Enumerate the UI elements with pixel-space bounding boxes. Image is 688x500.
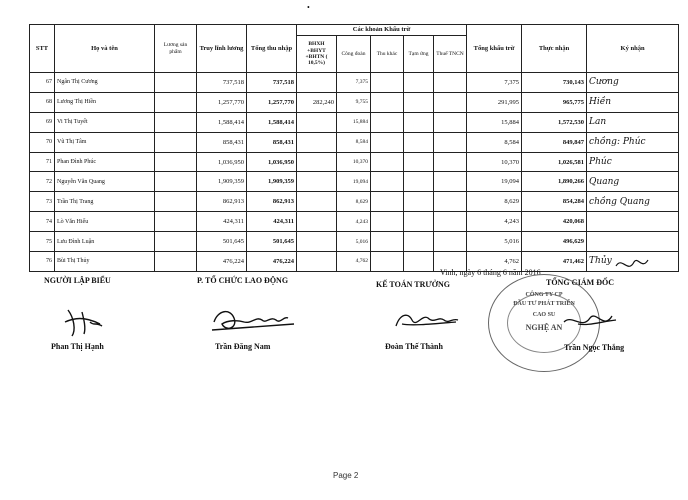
row-tong-khau-tru: 4,243 (467, 212, 522, 232)
row-luong-san-pham (155, 73, 197, 93)
row-stt: 69 (30, 112, 55, 132)
row-tong-khau-tru: 10,370 (467, 152, 522, 172)
col-thu-khac: Thu khác (371, 36, 404, 73)
row-tong-khau-tru: 8,629 (467, 192, 522, 212)
row-tam-ung (404, 252, 434, 272)
table-row (30, 212, 679, 232)
row-thue-tncn (434, 132, 467, 152)
row-thuc-nhan: 1,026,581 (522, 152, 587, 172)
row-stt: 75 (30, 232, 55, 252)
row-tong-thu-nhap: 1,036,950 (247, 152, 297, 172)
col-thuc-nhan: Thực nhận (522, 25, 587, 73)
row-ky-nhan: chồng: Phúc (587, 132, 679, 152)
signature-doan-the-thanh (392, 304, 462, 334)
ke-toan-title: KẾ TOÁN TRƯỞNG (376, 280, 450, 289)
row-luong-san-pham (155, 152, 197, 172)
row-bhxh (297, 192, 337, 212)
col-thue-tncn: Thuế TNCN (434, 36, 467, 73)
col-group-khau-tru: Các khoản Khấu trừ (297, 25, 467, 36)
row-ky-nhan: chồng Quang (587, 192, 679, 212)
row-tong-khau-tru: 15,884 (467, 112, 522, 132)
row-thu-khac (371, 232, 404, 252)
row-thu-khac (371, 212, 404, 232)
row-name: Ngân Thị Cương (55, 73, 155, 93)
row-bhxh (297, 232, 337, 252)
row-tam-ung (404, 232, 434, 252)
row-luong-san-pham (155, 192, 197, 212)
row-thuc-nhan: 965,775 (522, 92, 587, 112)
row-truy-linh-luong: 501,645 (197, 232, 247, 252)
col-bhxh: BHXH +BHYT +BHTN ( 10,5%) (297, 36, 337, 73)
row-bhxh (297, 212, 337, 232)
row-thu-khac (371, 252, 404, 272)
row-truy-linh-luong: 1,588,414 (197, 112, 247, 132)
col-tong-thu-nhap: Tổng thu nhập (247, 25, 297, 73)
row-tong-khau-tru: 8,584 (467, 132, 522, 152)
row-tong-thu-nhap: 1,257,770 (247, 92, 297, 112)
row-stt: 68 (30, 92, 55, 112)
table-body (30, 73, 679, 272)
row-truy-linh-luong: 1,036,950 (197, 152, 247, 172)
row-tam-ung (404, 112, 434, 132)
row-tong-thu-nhap: 476,224 (247, 252, 297, 272)
row-ky-nhan: Cương (587, 73, 679, 93)
row-cong-doan: 4,762 (337, 252, 371, 272)
table-row (30, 112, 679, 132)
row-cong-doan: 10,370 (337, 152, 371, 172)
row-tam-ung (404, 152, 434, 172)
row-thuc-nhan: 471,462 (522, 252, 587, 272)
row-cong-doan: 19,094 (337, 172, 371, 192)
table-row (30, 192, 679, 212)
row-tam-ung (404, 73, 434, 93)
row-luong-san-pham (155, 92, 197, 112)
row-truy-linh-luong: 858,431 (197, 132, 247, 152)
row-stt: 71 (30, 152, 55, 172)
row-cong-doan: 4,243 (337, 212, 371, 232)
row-bhxh (297, 112, 337, 132)
row-bhxh (297, 172, 337, 192)
row-thue-tncn (434, 92, 467, 112)
row-tong-khau-tru: 5,016 (467, 232, 522, 252)
nguoi-lap-bieu-title: NGƯỜI LẬP BIỂU (44, 276, 111, 285)
row-truy-linh-luong: 476,224 (197, 252, 247, 272)
row-luong-san-pham (155, 212, 197, 232)
col-cong-doan: Công đoàn (337, 36, 371, 73)
table-row (30, 232, 679, 252)
row-tong-khau-tru: 7,375 (467, 73, 522, 93)
col-luong-san-pham: Lương sản phẩm (155, 25, 197, 73)
row-thuc-nhan: 496,629 (522, 232, 587, 252)
row-name: Lương Thị Hiền (55, 92, 155, 112)
row-thuc-nhan: 730,143 (522, 73, 587, 93)
row-stt: 76 (30, 252, 55, 272)
signature-tran-ngoc-thang (560, 306, 620, 336)
row-ky-nhan (587, 232, 679, 252)
signature-row-76 (612, 252, 652, 276)
row-thu-khac (371, 73, 404, 93)
stamp-line-2: ĐẦU TƯ PHÁT TRIỂN (513, 301, 575, 307)
date-line: Vinh, ngày 6 tháng 6 năm 2016 (440, 268, 541, 277)
row-tam-ung (404, 192, 434, 212)
table-row (30, 252, 679, 272)
col-ho-va-ten: Họ và tên (55, 25, 155, 73)
page-label: Page 2 (333, 471, 359, 480)
row-thue-tncn (434, 232, 467, 252)
signature-phan-thi-hanh (60, 300, 110, 340)
row-bhxh: 282,240 (297, 92, 337, 112)
giam-doc-title: TỔNG GIÁM ĐỐC (546, 278, 614, 287)
row-thuc-nhan: 1,890,266 (522, 172, 587, 192)
row-ky-nhan: Hiền (587, 92, 679, 112)
row-truy-linh-luong: 737,518 (197, 73, 247, 93)
row-thu-khac (371, 172, 404, 192)
row-stt: 70 (30, 132, 55, 152)
row-name: Lò Văn Hiếu (55, 212, 155, 232)
col-ky-nhan: Ký nhận (587, 25, 679, 73)
row-thue-tncn (434, 192, 467, 212)
row-bhxh (297, 73, 337, 93)
row-thue-tncn (434, 73, 467, 93)
row-bhxh (297, 152, 337, 172)
row-ky-nhan: Lan (587, 112, 679, 132)
row-thue-tncn (434, 112, 467, 132)
nguoi-lap-bieu-name: Phan Thị Hạnh (51, 342, 104, 351)
row-name: Nguyễn Văn Quang (55, 172, 155, 192)
col-tong-khau-tru: Tổng khấu trừ (467, 25, 522, 73)
row-truy-linh-luong: 424,311 (197, 212, 247, 232)
row-tam-ung (404, 132, 434, 152)
row-stt: 74 (30, 212, 55, 232)
row-cong-doan: 5,016 (337, 232, 371, 252)
to-chuc-title: P. TỔ CHỨC LAO ĐỘNG (197, 276, 289, 285)
row-cong-doan: 7,375 (337, 73, 371, 93)
col-truy-linh-luong: Truy lĩnh lương (197, 25, 247, 73)
giam-doc-name: Trần Ngọc Thắng (564, 343, 625, 352)
ke-toan-name: Đoàn Thế Thành (385, 342, 443, 351)
row-ky-nhan (587, 212, 679, 232)
col-stt: STT (30, 25, 55, 73)
row-thu-khac (371, 132, 404, 152)
row-tong-thu-nhap: 424,311 (247, 212, 297, 232)
row-ky-nhan: Phúc (587, 152, 679, 172)
col-tam-ung: Tạm ứng (404, 36, 434, 73)
row-cong-doan: 15,884 (337, 112, 371, 132)
row-name: Phan Đình Phúc (55, 152, 155, 172)
table-row (30, 172, 679, 192)
row-thuc-nhan: 1,572,530 (522, 112, 587, 132)
row-thuc-nhan: 854,284 (522, 192, 587, 212)
row-tong-thu-nhap: 1,909,359 (247, 172, 297, 192)
scan-dot: • (307, 3, 310, 12)
table-row (30, 73, 679, 93)
row-cong-doan: 8,629 (337, 192, 371, 212)
header-row-1 (30, 25, 679, 36)
signature-tran-dang-nam (208, 302, 298, 338)
row-luong-san-pham (155, 112, 197, 132)
row-name: Lưu Đình Luận (55, 232, 155, 252)
row-tong-thu-nhap: 858,431 (247, 132, 297, 152)
row-tong-thu-nhap: 862,913 (247, 192, 297, 212)
row-name: Trần Thị Trang (55, 192, 155, 212)
table-row (30, 152, 679, 172)
row-stt: 67 (30, 73, 55, 93)
row-ky-nhan: Thủy (587, 252, 679, 272)
row-cong-doan: 9,755 (337, 92, 371, 112)
row-thue-tncn (434, 172, 467, 192)
row-thuc-nhan: 849,847 (522, 132, 587, 152)
row-bhxh (297, 132, 337, 152)
row-name: Vi Thị Tuyết (55, 112, 155, 132)
row-ky-nhan: Quang (587, 172, 679, 192)
row-tong-khau-tru: 19,094 (467, 172, 522, 192)
row-truy-linh-luong: 1,909,359 (197, 172, 247, 192)
table-row (30, 92, 679, 112)
row-truy-linh-luong: 862,913 (197, 192, 247, 212)
stamp-line-1: CÔNG TY CP (525, 292, 563, 298)
row-thu-khac (371, 92, 404, 112)
row-stt: 72 (30, 172, 55, 192)
row-tam-ung (404, 172, 434, 192)
row-stt: 73 (30, 192, 55, 212)
row-name: Vũ Thị Tâm (55, 132, 155, 152)
row-luong-san-pham (155, 172, 197, 192)
row-thuc-nhan: 420,068 (522, 212, 587, 232)
row-luong-san-pham (155, 252, 197, 272)
row-tam-ung (404, 92, 434, 112)
row-name: Bùi Thị Thủy (55, 252, 155, 272)
row-tong-khau-tru: 4,762 (467, 252, 522, 272)
row-luong-san-pham (155, 132, 197, 152)
row-bhxh (297, 252, 337, 272)
row-thue-tncn (434, 152, 467, 172)
row-tong-khau-tru: 291,995 (467, 92, 522, 112)
row-tong-thu-nhap: 1,588,414 (247, 112, 297, 132)
row-thu-khac (371, 152, 404, 172)
stamp-line-3: CAO SU (532, 312, 556, 318)
row-tong-thu-nhap: 737,518 (247, 73, 297, 93)
to-chuc-name: Trần Đăng Nam (215, 342, 271, 351)
row-tong-thu-nhap: 501,645 (247, 232, 297, 252)
row-thu-khac (371, 192, 404, 212)
row-luong-san-pham (155, 232, 197, 252)
row-truy-linh-luong: 1,257,770 (197, 92, 247, 112)
payroll-table (29, 24, 679, 272)
row-thue-tncn (434, 212, 467, 232)
stamp-line-4: NGHỆ AN (525, 323, 563, 332)
row-cong-doan: 8,584 (337, 132, 371, 152)
table-row (30, 132, 679, 152)
row-thu-khac (371, 112, 404, 132)
row-tam-ung (404, 212, 434, 232)
